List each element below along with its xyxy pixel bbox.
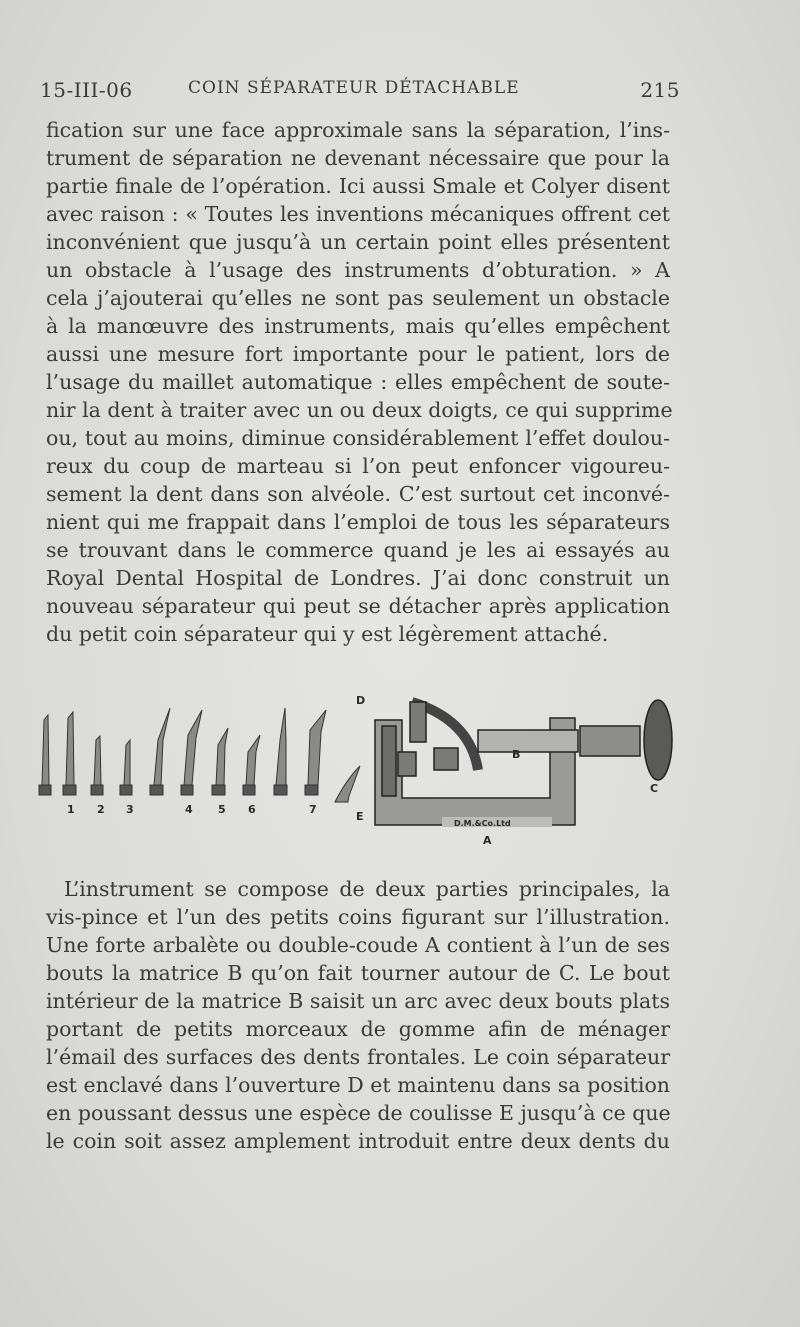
wedge-7 [305, 710, 326, 795]
text-line: le coin soit assez amplement introduit entre deux dents du [46, 1129, 670, 1153]
text-line: trument de séparation ne devenant nécessaire que pour la [46, 146, 670, 170]
thumb-screw-c [644, 700, 672, 780]
wedge-2 [91, 736, 103, 795]
header-title: COIN SÉPARATEUR DÉTACHABLE [188, 78, 520, 98]
text-line: se trouvant dans le commerce quand je les ai essayés au [46, 538, 670, 562]
text-line: reux du coup de marteau si l’on peut enfoncer vigoureu- [46, 454, 670, 478]
text-line: bouts la matrice B qu’on fait tourner autour de C. Le bout [46, 961, 670, 985]
text-line: ou, tout au moins, diminue considérablement l’effet doulou- [46, 426, 670, 450]
wedge-number: 3 [126, 803, 134, 816]
running-header [40, 78, 680, 108]
wedge-1 [39, 715, 51, 795]
text-line: partie finale de l’opération. Ici aussi Smale et Colyer disent [46, 174, 670, 198]
wedge-number: 2 [97, 803, 105, 816]
wedge-1b [63, 712, 76, 795]
wedge-4 [181, 710, 202, 795]
label-d: D [356, 694, 366, 707]
header-date: 15-III-06 [40, 78, 133, 102]
screw-b [478, 730, 578, 752]
text-line: nient qui me frappait dans l’emploi de tous les séparateurs [46, 510, 670, 534]
text-line: aussi une mesure fort importante pour le patient, lors de [46, 342, 670, 366]
wedge-number: 5 [218, 803, 226, 816]
text-line: sement la dent dans son alvéole. C’est surtout cet inconvé- [46, 482, 670, 506]
paragraph-2 [46, 875, 670, 1155]
label-c: C [650, 782, 659, 795]
text-line: l’usage du maillet automatique : elles empêchent de soute- [46, 370, 670, 394]
text-line: du petit coin séparateur qui y est légèrement attaché. [46, 622, 609, 646]
loose-wedge [335, 766, 360, 802]
text-line: Royal Dental Hospital de Londres. J’ai donc construit un [46, 566, 670, 590]
text-line: avec raison : « Toutes les inventions mécaniques offrent cet [46, 202, 670, 226]
text-line: vis-pince et l’un des petits coins figurant sur l’illustration. [46, 905, 670, 929]
clamp [375, 700, 672, 827]
separator-illustration [30, 690, 690, 850]
wedge-3 [120, 740, 132, 795]
wedge-number: 4 [185, 803, 193, 816]
maker-mark: D.M.&Co.Ltd [454, 819, 511, 828]
text-line: inconvénient que jusqu’à un certain point elles présentent [46, 230, 670, 254]
text-line: intérieur de la matrice B saisit un arc avec deux bouts plats [46, 989, 670, 1013]
wedge-6 [243, 735, 260, 795]
text-line: est enclavé dans l’ouverture D et maintenu dans sa position [46, 1073, 670, 1097]
text-line: nouveau séparateur qui peut se détacher après application [46, 594, 670, 618]
paragraph-1 [46, 116, 673, 648]
text-line: cela j’ajouterai qu’elles ne sont pas seulement un obstacle [46, 286, 670, 310]
text-line: Une forte arbalète ou double-coude A contient à l’un de ses [46, 933, 670, 957]
label-a: A [483, 834, 492, 847]
wedge-number: 7 [309, 803, 317, 816]
wedge-number: 1 [67, 803, 75, 816]
text-line: portant de petits morceaux de gomme afin de ménager [46, 1017, 670, 1041]
text-line: nir la dent à traiter avec un ou deux doigts, ce qui supprime [46, 398, 673, 422]
wedge-5 [212, 728, 228, 795]
label-b: B [512, 748, 521, 761]
wedge-3b [150, 708, 170, 795]
wedge-number: 6 [248, 803, 256, 816]
text-line: à la manœuvre des instruments, mais qu’elles empêchent [46, 314, 670, 338]
wedge-6b [274, 708, 287, 795]
page-number: 215 [640, 78, 680, 102]
text-line: l’émail des surfaces des dents frontales. Le coin séparateur [46, 1045, 670, 1069]
wedge-set [39, 708, 360, 802]
label-e: E [356, 810, 364, 823]
text-line: un obstacle à l’usage des instruments d’obturation. » A [46, 258, 670, 282]
text-line: fication sur une face approximale sans la séparation, l’ins- [46, 118, 670, 142]
text-line: L’instrument se compose de deux parties principales, la [64, 877, 670, 901]
text-line: en poussant dessus une espèce de coulisse E jusqu’à ce que [46, 1101, 671, 1125]
